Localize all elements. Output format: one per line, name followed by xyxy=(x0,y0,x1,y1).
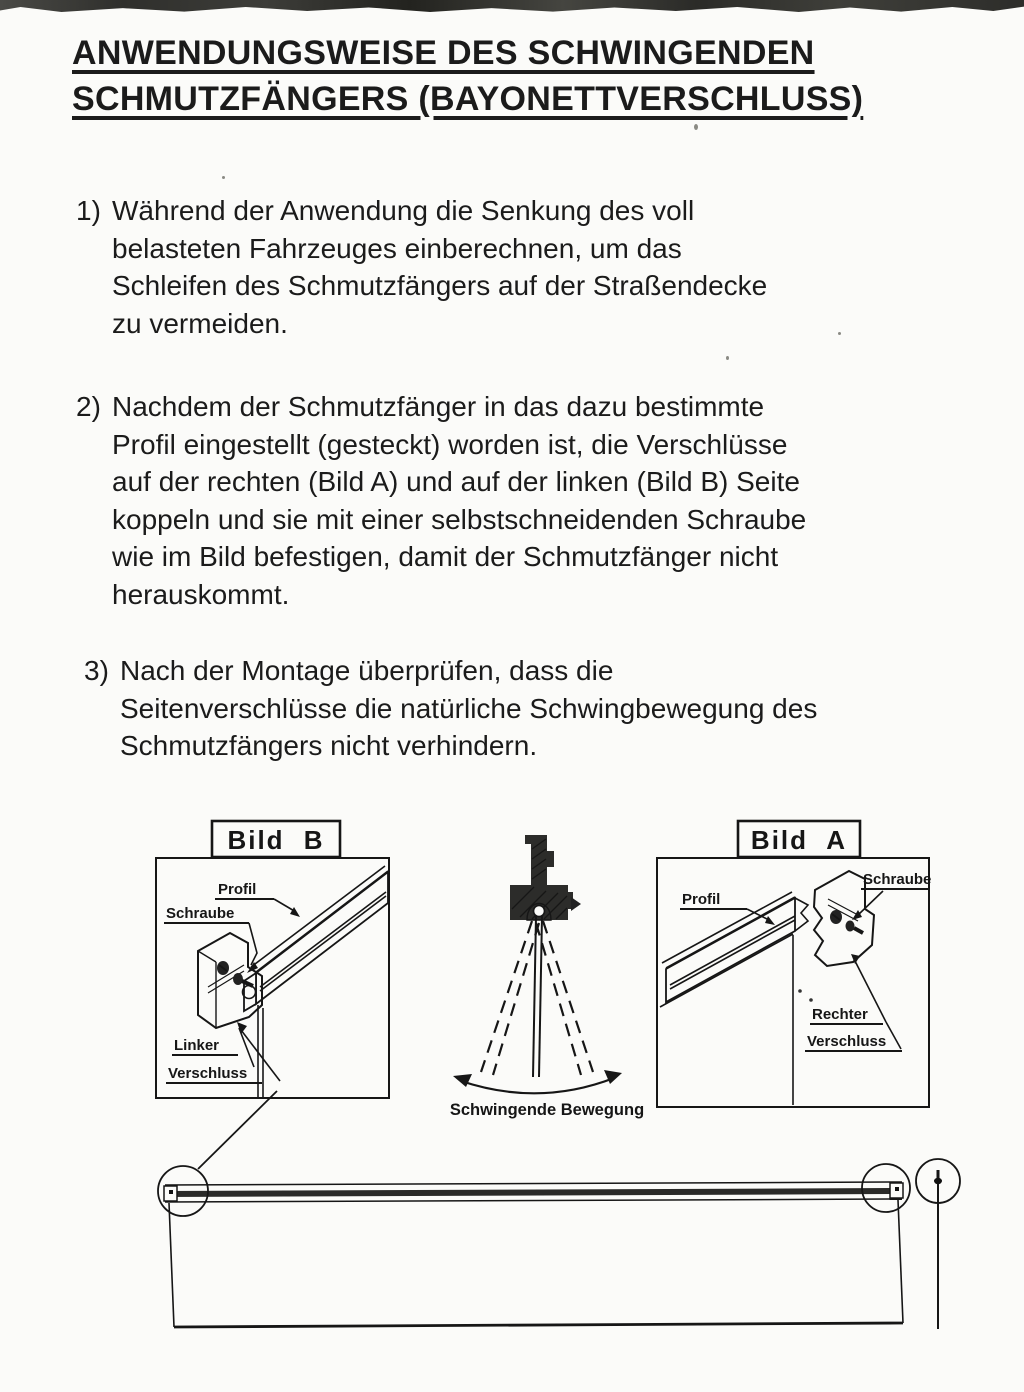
item-line: wie im Bild befestigen, damit der Schmutzfänger nicht xyxy=(112,541,779,572)
scan-speck xyxy=(726,356,729,360)
leader-line xyxy=(249,923,257,965)
bild-a-title: Bild A xyxy=(750,825,848,855)
schraube-label: Schraube xyxy=(863,871,932,888)
item-line: zu vermeiden. xyxy=(112,307,288,339)
bild-a-title-box xyxy=(738,821,860,857)
figure-assembly-overview xyxy=(95,1085,975,1345)
scan-speck xyxy=(222,176,225,179)
scan-speck xyxy=(694,124,698,130)
figure-bild-b xyxy=(150,815,395,1105)
hanging-flap-drawing xyxy=(533,916,542,1077)
page-title xyxy=(72,30,952,122)
leader-line xyxy=(858,891,883,915)
arrowhead xyxy=(237,1022,247,1034)
schraube-label: Schraube xyxy=(166,905,235,922)
bild-b-title-box xyxy=(212,821,340,857)
item-line: koppeln und sie mit einer selbstschneidenden Schraube xyxy=(112,503,807,535)
figure-bild-a xyxy=(650,815,935,1110)
leader-line xyxy=(886,1022,901,1049)
bild-b-title: Bild B xyxy=(227,825,325,855)
arrowhead xyxy=(604,1070,622,1084)
screw-detail-circle xyxy=(916,1159,960,1329)
mud-flap-drawing xyxy=(169,1200,903,1327)
scan-speck xyxy=(798,989,802,993)
profile-rail-drawing xyxy=(243,866,389,1011)
item-text xyxy=(120,652,817,765)
linker-verschluss-label-line1: Linker xyxy=(174,1037,220,1054)
title-line-2: SCHMUTZFÄNGERS (BAYONETTVERSCHLUSS) xyxy=(72,80,864,118)
loose-screw-drawing xyxy=(846,921,855,932)
item-line: herauskommt. xyxy=(112,578,290,610)
rechter-verschluss-label-line1: Rechter xyxy=(812,1006,868,1023)
profil-label: Profil xyxy=(682,891,721,908)
item-line: belasteten Fahrzeuges einberechnen, um das xyxy=(112,232,682,264)
linker-verschluss-label-line2: Verschluss xyxy=(168,1065,248,1082)
title-line-1: ANWENDUNGSWEISE DES SCHWINGENDEN xyxy=(72,34,815,72)
scan-artifact-top-edge xyxy=(0,0,1024,12)
item-line: Nach der Montage überprüfen, dass die xyxy=(120,655,614,686)
item-text xyxy=(112,192,767,342)
instruction-item-2 xyxy=(76,388,806,613)
instruction-item-3 xyxy=(84,652,817,765)
pivot-ball-drawing xyxy=(534,906,545,917)
bayonet-slot-drawing xyxy=(795,898,808,931)
profile-rail-full xyxy=(164,1182,903,1202)
item-text xyxy=(112,388,806,613)
mount-bracket-cross-section xyxy=(510,835,581,920)
item-line: Nachdem der Schmutzfänger in das dazu bestimmte xyxy=(112,391,765,422)
item-line: Seitenverschlüsse die natürliche Schwingbewegung des xyxy=(120,692,818,724)
figure-swing-motion xyxy=(435,825,660,1125)
scan-speck xyxy=(809,998,813,1002)
item-number: 2) xyxy=(76,391,101,422)
item-line: Während der Anwendung die Senkung des voll xyxy=(112,195,695,226)
item-number: 1) xyxy=(76,195,101,226)
swing-motion-caption: Schwingende Bewegung xyxy=(449,1101,645,1119)
item-number: 3) xyxy=(84,655,109,686)
rechter-verschluss-label-line2: Verschluss xyxy=(807,1033,887,1050)
loose-screw-drawing xyxy=(233,973,243,985)
item-line: Schleifen des Schmutzfängers auf der Straßendecke xyxy=(112,270,768,301)
instruction-item-1 xyxy=(76,192,767,342)
item-line: auf der rechten (Bild A) und auf der linken (Bild B) Seite xyxy=(112,466,800,497)
item-line: Profil eingestellt (gesteckt) worden ist, die Verschlüsse xyxy=(112,428,788,460)
item-line: Schmutzfängers nicht verhindern. xyxy=(120,730,538,761)
profil-label: Profil xyxy=(218,881,257,898)
swing-position-dashed-lines xyxy=(481,921,593,1075)
side-screw-drawing xyxy=(571,897,581,911)
detail-leader-line-left xyxy=(198,1091,277,1169)
leader-line xyxy=(239,1028,254,1067)
scan-speck xyxy=(838,332,841,335)
